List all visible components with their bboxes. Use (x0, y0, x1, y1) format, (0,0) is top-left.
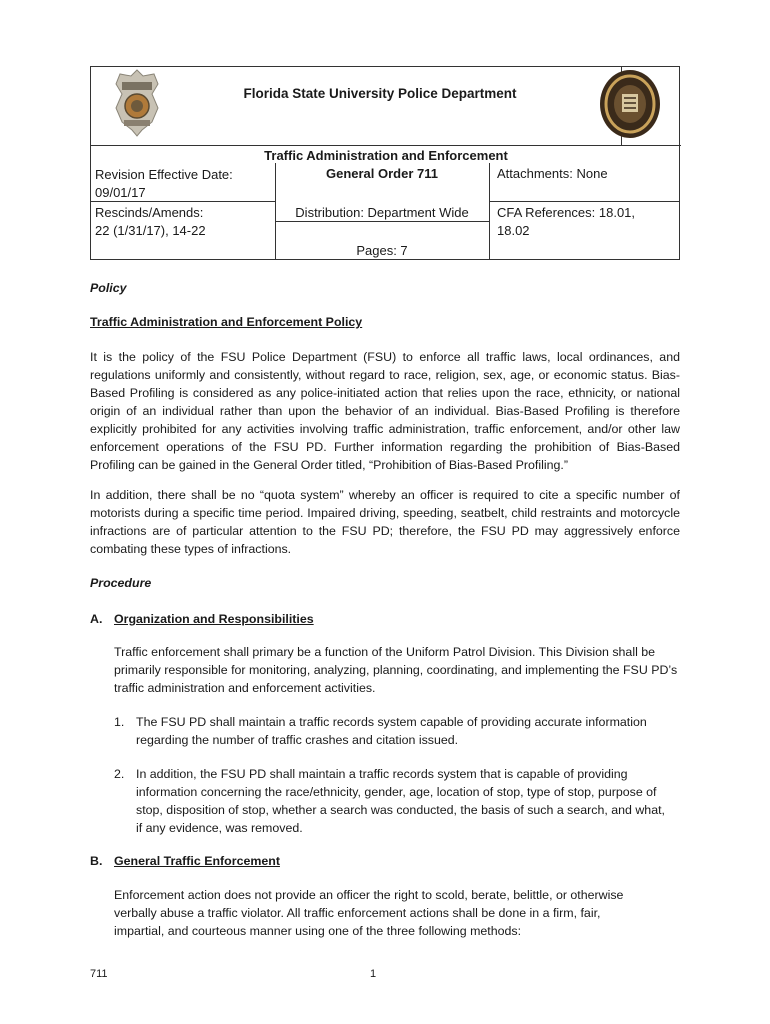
revision-label: Revision Effective Date: (95, 167, 233, 182)
section-b-paragraph: Enforcement action does not provide an officer the right to scold, berate, belittle, or otherwise verbally abuse a traffic violator. All traffic enforcement actions shall be done in a firm, fair, impartial, and courteous manner using one of the three following methods: (114, 888, 624, 938)
divider (489, 201, 680, 202)
rescinds-value: 22 (1/31/17), 14-22 (95, 223, 206, 238)
order-subtitle: Traffic Administration and Enforcement (264, 148, 508, 163)
order-number: General Order 711 (325, 166, 438, 181)
cfa-line1: CFA References: 18.01, (497, 205, 636, 220)
policy-subheading: Traffic Administration and Enforcement Policy (90, 315, 363, 329)
divider (91, 145, 681, 146)
policy-heading: Policy (90, 281, 127, 295)
section-a-letter: A. (90, 612, 103, 626)
footer-order-number: 711 (90, 968, 108, 980)
attachments: Attachments: None (497, 166, 608, 181)
section-b-letter: B. (90, 854, 103, 868)
section-b-title: General Traffic Enforcement (114, 854, 280, 868)
pages: Pages: 7 (356, 243, 408, 258)
item-2-text: In addition, the FSU PD shall maintain a traffic records system that is capable of providing information concerning the race/ethnicity, gender, age, location of stop, type of stop, purpose of stop, disposition of stop, whether a search was conducted, the basis of such a search, and what, if any evidence, was removed. (136, 767, 665, 835)
cfa-line2: 18.02 (497, 223, 530, 238)
page-title: Florida State University Police Department (243, 86, 517, 101)
procedure-heading: Procedure (90, 576, 152, 590)
section-a-paragraph: Traffic enforcement shall primary be a function of the Uniform Patrol Division. This Division shall be primarily responsible for monitoring, analyzing, planning, coordinating, and implementing the FSU PD’s traffic administration and enforcement activities. (114, 645, 678, 695)
page-number: 1 (370, 968, 377, 980)
section-a-title: Organization and Responsibilities (114, 612, 314, 626)
police-badge-icon (112, 68, 162, 138)
distribution: Distribution: Department Wide (295, 205, 469, 220)
item-2-number: 2. (114, 767, 125, 781)
policy-paragraph-1: It is the policy of the FSU Police Department (FSU) to enforce all traffic laws, local ordinances, and regulations uniformly and consistently, without regard to race, religion, sex, age, or economic status. Bias-Based Profiling is considered as any police-initiated action that relies upon the race, ethnicity, or national origin of an individual rather than upon the behavior of an individual. Bias-Based Profiling is therefore explicitly prohibited for any activities involving traffic administration, traffic enforcement, and/or other law enforcement operations of the FSU PD. Further information regarding the prohibition of Bias-Based Profiling can be gained in the General Order titled, “Prohibition of Bias-Based Profiling.” (90, 350, 680, 472)
item-1-text: The FSU PD shall maintain a traffic records system capable of providing accurate information regarding the number of traffic crashes and citation issued. (136, 715, 647, 747)
policy-paragraph-2: In addition, there shall be no “quota system” whereby an officer is required to cite a specific number of motorists during a specific time period. Impaired driving, speeding, seatbelt, child restraints and motorcycle infractions are of particular attention to the FSU PD; therefore, the FSU PD may aggressively enforce combating these types of infractions. (90, 488, 680, 556)
rescinds-label: Rescinds/Amends: (95, 205, 204, 220)
divider (489, 163, 490, 260)
accreditation-seal-icon (598, 68, 662, 140)
revision-date: 09/01/17 (95, 185, 146, 200)
item-1-number: 1. (114, 715, 125, 729)
